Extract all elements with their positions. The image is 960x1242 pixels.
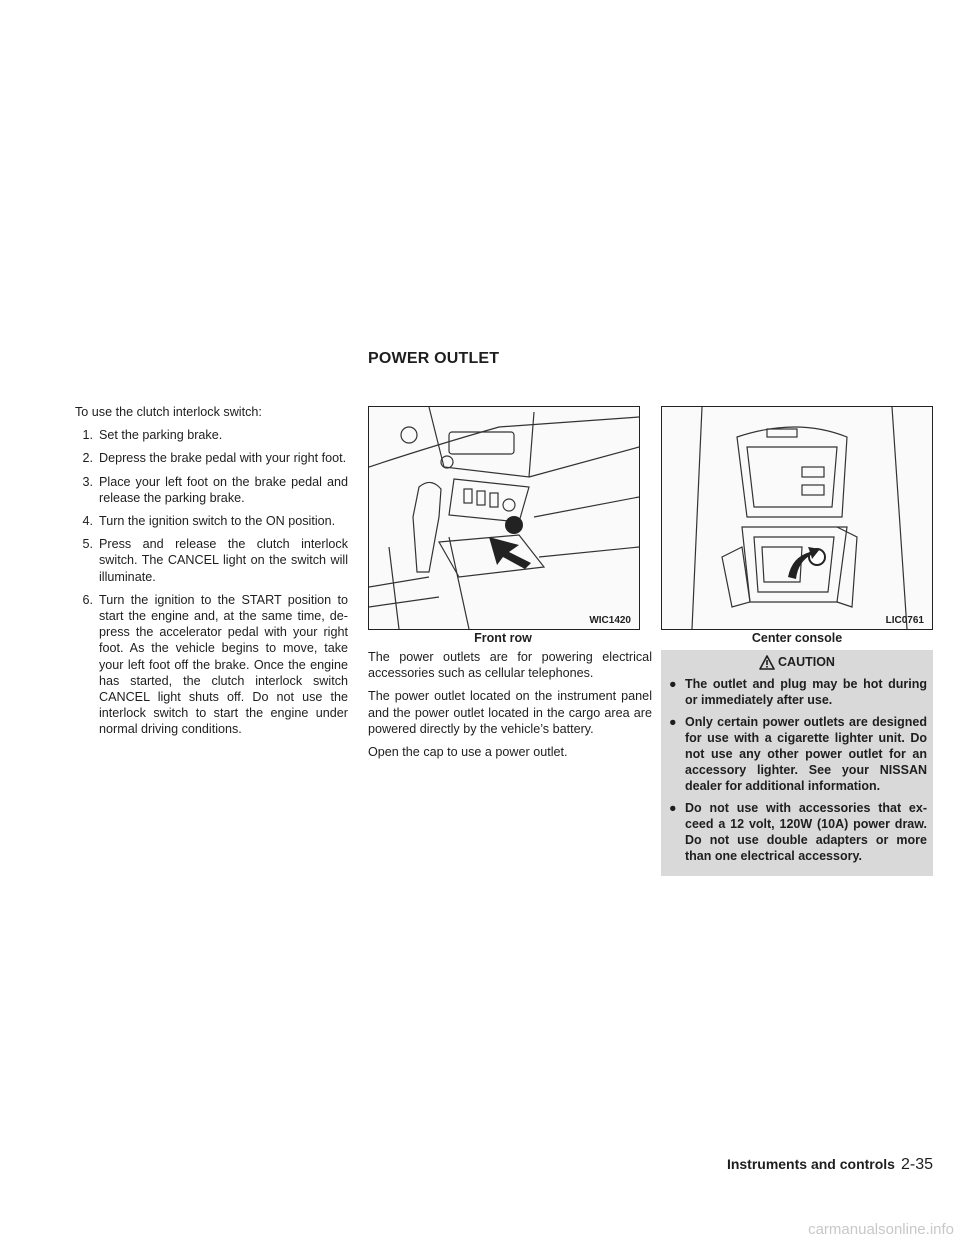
caution-section [661,650,933,876]
figure-caption: Center console [751,631,843,645]
step-text: Set the parking brake. [99,428,223,443]
bullet-icon: ● [669,715,677,730]
step-number: 5. [82,537,93,552]
step-text: Depress the brake pedal with your right foot. [99,451,347,466]
step-number: 4. [82,514,93,529]
caution-item [667,800,927,864]
step-item [75,427,348,443]
page-number: 2-35 [900,1156,933,1173]
caution-list [667,676,927,864]
step-text: Turn the ignition to the START position to start the engine and, at the same time, de- press the accelerator pedal with your right foot. As the vehicle begins to move, take your left foot off the brake. Once the engine has started, the clutch interlock switch CANCEL light shuts off. Do not use the interlock switch to start the engine under normal driving conditions. [99,592,348,737]
watermark: carmanualsonline.info [808,1221,954,1238]
page-footer [727,1156,933,1174]
steps-list [75,427,348,737]
step-text: Turn the ignition switch to the ON position. [99,514,336,529]
step-number: 6. [82,592,93,607]
console-drawing [662,407,932,629]
caution-item [667,676,927,708]
step-number: 2. [82,451,93,466]
step-number: 1. [82,428,93,443]
dashboard-drawing [369,407,639,629]
step-number: 3. [82,474,93,489]
left-column [75,404,348,745]
caution-text: The outlet and plug may be hot during or immediately after use. [685,677,927,708]
section-title: POWER OUTLET [368,350,500,367]
step-item [75,474,348,506]
front-row-illustration [368,406,640,630]
caution-text: Only certain power outlets are designed for use with a cigarette lighter unit. Do not use any other power outlet for an accessory lighter. See your NISSAN dealer for additional information. [685,715,927,794]
body-paragraph: Open the cap to use a power outlet. [368,745,568,760]
bullet-icon: ● [669,801,677,816]
caution-heading [667,654,927,670]
caution-label: CAUTION [778,655,835,669]
bullet-icon: ● [669,677,677,692]
caution-item [667,714,927,794]
warning-icon [759,655,775,670]
body-paragraph: The power outlet located on the instrument panel and the power outlet located in the cargo area are powered directly by the vehicle’s battery. [368,689,652,736]
step-item [75,450,348,466]
footer-section-name: Instruments and controls [726,1156,895,1172]
step-text: Place your left foot on the brake pedal and release the parking brake. [99,474,348,505]
body-paragraph: The power outlets are for powering electrical accessories such as cellular telephones. [368,650,652,681]
step-item [75,513,348,529]
figure-code: LIC0761 [885,615,924,626]
middle-column [368,649,652,767]
caution-text: Do not use with accessories that ex- ceed a 12 volt, 120W (10A) power draw. Do not use double adapters or more than one electrical accessory. [685,801,927,864]
step-item [75,592,348,738]
figure-caption: Front row [474,631,532,645]
caution-box [661,650,933,876]
intro-text: To use the clutch interlock switch: [75,405,262,419]
figure-code: WIC1420 [589,615,631,626]
center-console-illustration [661,406,933,630]
step-item [75,536,348,585]
step-text: Press and release the clutch interlock switch. The CANCEL light on the switch will illuminate. [99,537,348,584]
